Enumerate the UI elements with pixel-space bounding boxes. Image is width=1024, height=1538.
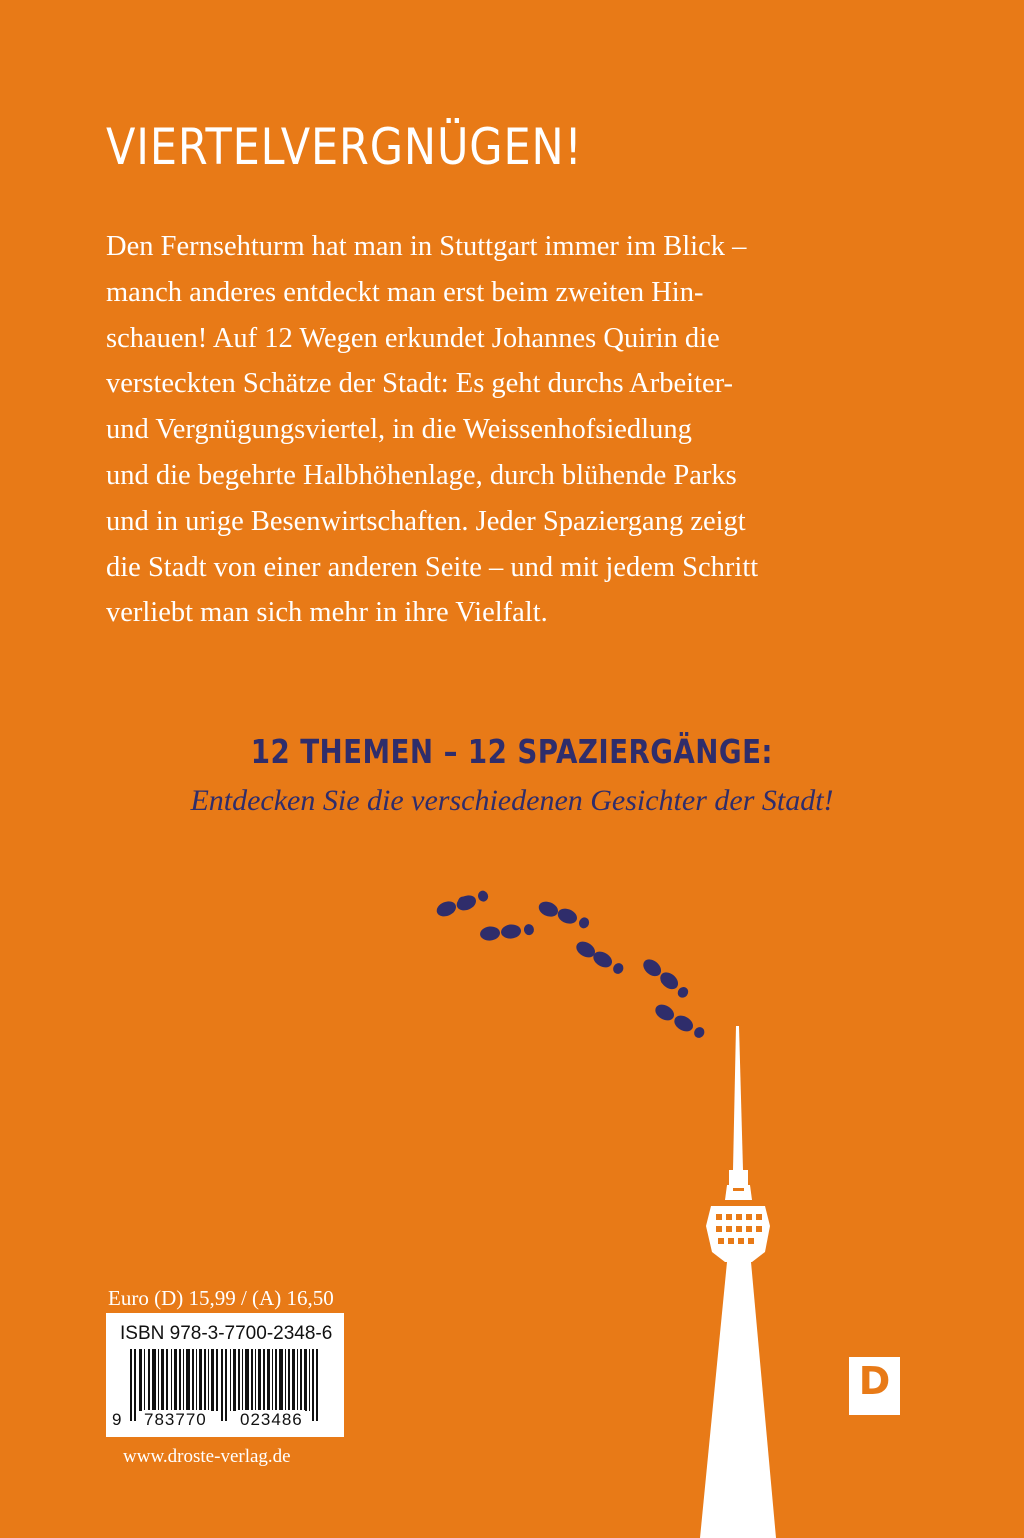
tv-tower-icon	[700, 1026, 776, 1538]
isbn: ISBN 978-3-7700-2348-6	[120, 1323, 333, 1344]
blurb-line: Den Fernsehturm hat man in Stuttgart immer im Blick –	[106, 231, 747, 262]
blurb-line: verliebt man sich mehr in ihre Vielfalt.	[106, 597, 548, 629]
blurb-line: und die begehrte Halbhöhenlage, durch blühende Parks	[106, 459, 737, 491]
ean-right-digits: 023486	[240, 1410, 303, 1429]
footprints-icon	[434, 888, 707, 1041]
blurb-line: die Stadt von einer anderen Seite – und mit jedem Schritt	[106, 551, 759, 583]
blurb-line: und in urige Besenwirtschaften. Jeder Spaziergang zeigt	[106, 505, 746, 537]
price: Euro (D) 15,99 / (A) 16,50	[108, 1286, 334, 1310]
blurb-line: versteckten Schätze der Stadt: Es geht durchs Arbeiter-	[106, 368, 733, 400]
theme-tagline: Entdecken Sie die verschiedenen Gesichter der Stadt!	[190, 784, 834, 817]
blurb-line: manch anderes entdeckt man erst beim zweiten Hin-	[106, 276, 704, 308]
blurb-line: schauen! Auf 12 Wegen erkundet Johannes Quirin die	[106, 322, 720, 354]
blurb-line: und Vergnügungsviertel, in die Weissenhofsiedlung	[106, 414, 692, 446]
ean-left-digits: 783770	[144, 1410, 207, 1429]
headline: VIERTELVERGNÜGEN!	[106, 118, 583, 176]
ean-lead-digit: 9	[112, 1410, 123, 1429]
barcode-label	[106, 1313, 344, 1437]
logo-letter: D	[858, 1359, 891, 1403]
publisher-logo-icon	[849, 1357, 900, 1415]
publisher-website: www.droste-verlag.de	[123, 1446, 291, 1467]
theme-heading-text: 12 THEMEN – 12 SPAZIERGÄNGE:	[250, 732, 774, 771]
